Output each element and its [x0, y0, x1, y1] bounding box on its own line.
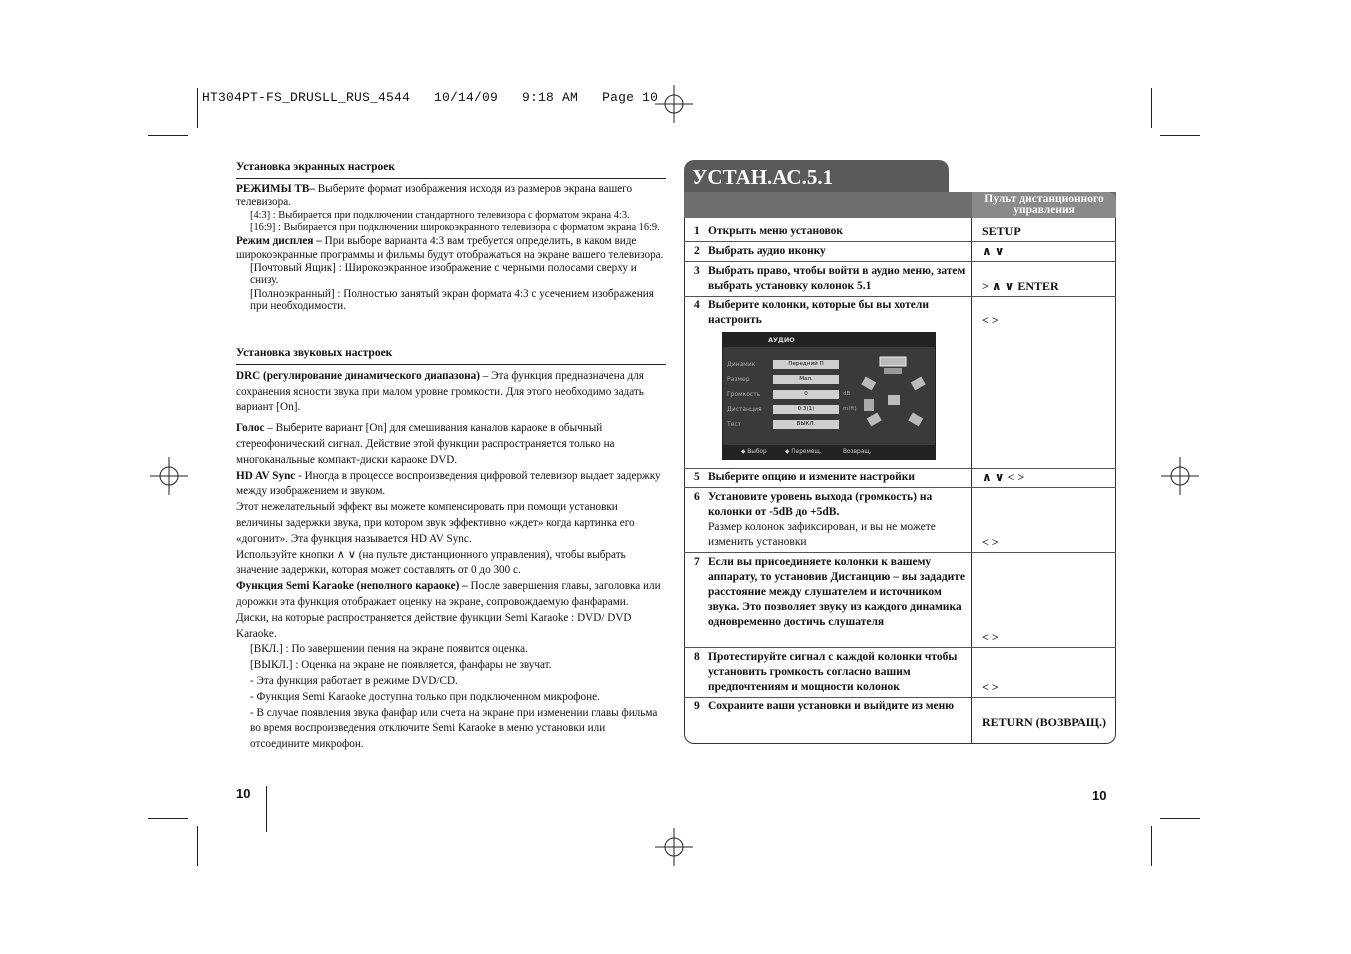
print-header: HT304PT-FS_DRUSLL_RUS_4544 10/14/09 9:18 AM Page 10	[202, 90, 659, 105]
step-row: 8 Протестируйте сигнал с каждой колонки чтобы установить громкость согласно вашим предпочтениям и мощности колонок	[694, 651, 958, 693]
speaker-layout-icon	[858, 355, 930, 435]
remote-key: < >	[982, 313, 999, 327]
step-row: 6 Установите уровень выхода (громкость) на колонки от -5dB до +5dB. Размер колонок зафиксирован, и вы не можете изменить установки	[694, 491, 936, 548]
osd-footer: ◆ Выбор ◆ Перемещ. Возвращ.	[723, 445, 935, 459]
row-divider	[684, 552, 1116, 553]
karaoke-note: - В случае появления звука фанфар или счета на экране при изменении главы фильма во время воспроизведения отключите Semi Karaoke в меню установки или отсоедините микрофон.	[250, 706, 658, 751]
crop-mark	[197, 826, 198, 866]
osd-label: Динамик	[727, 361, 756, 368]
tv-mode-paragraph: РЕЖИМЫ ТВ– Выберите формат изображения исходя из размеров экрана вашего телевизора.	[236, 182, 633, 209]
crop-mark	[148, 135, 188, 136]
registration-mark-icon	[150, 457, 188, 495]
row-divider	[684, 487, 1116, 488]
row-divider	[684, 647, 1116, 648]
remote-key: SETUP	[982, 224, 1021, 238]
karaoke-paragraph: Функция Semi Karaoke (неполного караоке) – После завершения главы, заголовка или дорожки эта функция отображает оценку на экране, сопровождаемую фанфарами.	[236, 580, 661, 608]
osd-title: АУДИО	[723, 333, 935, 347]
letterbox-option: [Почтовый Ящик] : Широкоэкранное изображение с черными полосами сверху и снизу.	[250, 262, 637, 287]
registration-mark-icon	[655, 828, 693, 866]
step-row: 4 Выберите колонки, которые бы вы хотели настроить	[694, 299, 929, 326]
crop-mark	[1151, 826, 1152, 866]
osd-value: Мал.	[773, 375, 839, 384]
registration-mark-icon	[1161, 457, 1199, 495]
panscan-option: [Полноэкранный] : Полностью занятый экран формата 4:3 с усечением изображения при необходимости.	[250, 288, 654, 313]
hdav-paragraph-2: Этот нежелательный эффект вы можете компенсировать при помощи установки величины задержки звука, при котором звук эффективно «ждет» когда картинка его «догонит». Эта функция называется HD AV Sync.	[236, 501, 635, 545]
tv-43-option: [4:3] : Выбирается при подключении стандартного телевизора с форматом экрана 4:3.	[250, 209, 630, 221]
remote-key: > ∧ ∨ ENTER	[982, 279, 1059, 293]
section-title: Установка звуковых настроек	[236, 346, 666, 365]
step-row: 1 Открыть меню установок	[694, 225, 844, 237]
crop-mark	[148, 818, 188, 819]
row-divider	[684, 468, 1116, 469]
remote-key: ∧ ∨	[982, 244, 1005, 258]
tv-169-option: [16:9] : Выбирается при подключении широкоэкранного телевизора с форматом экрана 16:9.	[250, 221, 660, 233]
osd-value: 0	[773, 390, 839, 399]
osd-unit: m(ft)	[843, 406, 857, 412]
remote-key: < >	[982, 680, 999, 694]
crop-mark	[197, 88, 198, 128]
row-divider	[684, 241, 1116, 242]
karaoke-off-option: [ВЫКЛ.] : Оценка на экране не появляется, фанфары не звучат.	[250, 659, 552, 672]
page-number-left: 10	[236, 786, 251, 801]
crop-mark	[1160, 135, 1200, 136]
vocal-paragraph: Голос – Выберите вариант [On] для смешивания каналов караоке в обычный стереофонический сигнал. Действие этой функции распространяется только на многоканальные компакт-диски караоке DVD.	[236, 422, 615, 466]
osd-label: Громкость	[727, 391, 761, 398]
step-row: 5 Выберите опцию и измените настройки	[694, 471, 915, 483]
remote-key: < >	[982, 630, 999, 644]
step-row: 9 Сохраните ваши установки и выйдите из меню	[694, 700, 955, 712]
osd-value: ВЫКЛ.	[773, 420, 839, 429]
row-divider	[684, 261, 1116, 262]
registration-mark-icon	[655, 85, 693, 123]
step-row: 2 Выбрать аудио иконку	[694, 245, 826, 257]
step-row: 7 Если вы присоединяете колонки к вашему аппарату, то установив Дистанцию – вы зададите расстояние между слушателем и источником звука. Это позволяет звуку из каждого динамика одновременно достичь слушателя	[694, 556, 966, 628]
step-row: 3 Выбрать право, чтобы войти в аудио меню, затем выбрать установку колонок 5.1	[694, 265, 966, 292]
row-divider	[684, 697, 1116, 698]
drc-paragraph: DRC (регулирование динамического диапазона) – Эта функция предназначена для сохранения ясности звука при малом уровне громкости. Для этого необходимо задать вариант [On].	[236, 369, 644, 414]
screen-settings-section	[236, 160, 666, 312]
karaoke-discs: Диски, на которые распространяется действие функции Semi Karaoke : DVD/ DVD Karaoke.	[236, 611, 632, 640]
audio-osd-screenshot	[722, 332, 936, 460]
osd-value: Передний П	[773, 360, 839, 369]
osd-value: 0.3(1)	[773, 405, 839, 414]
remote-key: < >	[982, 535, 999, 549]
remote-key: RETURN (ВОЗВРАЩ.)	[982, 715, 1106, 729]
page-number-right: 10	[1092, 788, 1107, 803]
crop-mark	[1151, 88, 1152, 128]
osd-label: Размер	[727, 376, 750, 383]
audio-settings-section	[236, 346, 666, 753]
osd-unit: dB	[843, 391, 851, 397]
remote-column-header: Пульт дистанционного управления	[972, 192, 1116, 218]
speaker-setup-title: УСТАН.АС.5.1	[684, 160, 949, 192]
crop-mark	[1160, 818, 1200, 819]
hdav-paragraph-3: Используйте кнопки ∧ ∨ (на пульте дистанционного управления), чтобы выбрать значение задержки, которая может составлять от 0 до 300 с.	[236, 548, 626, 577]
hdav-paragraph: HD AV Sync - Иногда в процессе воспроизведения цифровой телевизор выдает задержку между изображением и звуком.	[236, 469, 661, 498]
osd-label: Тест	[727, 421, 742, 428]
osd-label: Дистанция	[727, 406, 762, 413]
karaoke-note: - Функция Semi Karaoke доступна только при подключенном микрофоне.	[250, 690, 600, 703]
karaoke-on-option: [ВКЛ.] : По завершении пения на экране появится оценка.	[250, 643, 528, 656]
remote-key: ∧ ∨ < >	[982, 470, 1025, 484]
section-title: Установка экранных настроек	[236, 160, 666, 179]
fold-mark	[266, 786, 267, 832]
row-divider	[684, 296, 1116, 297]
karaoke-note: - Эта функция работает в режиме DVD/CD.	[250, 674, 458, 687]
display-mode-paragraph: Режим дисплея – При выборе варианта 4:3 вам требуется определить, в каком виде широкоэкранные программы и фильмы будут отображаться на экране вашего телевизора.	[236, 235, 664, 261]
